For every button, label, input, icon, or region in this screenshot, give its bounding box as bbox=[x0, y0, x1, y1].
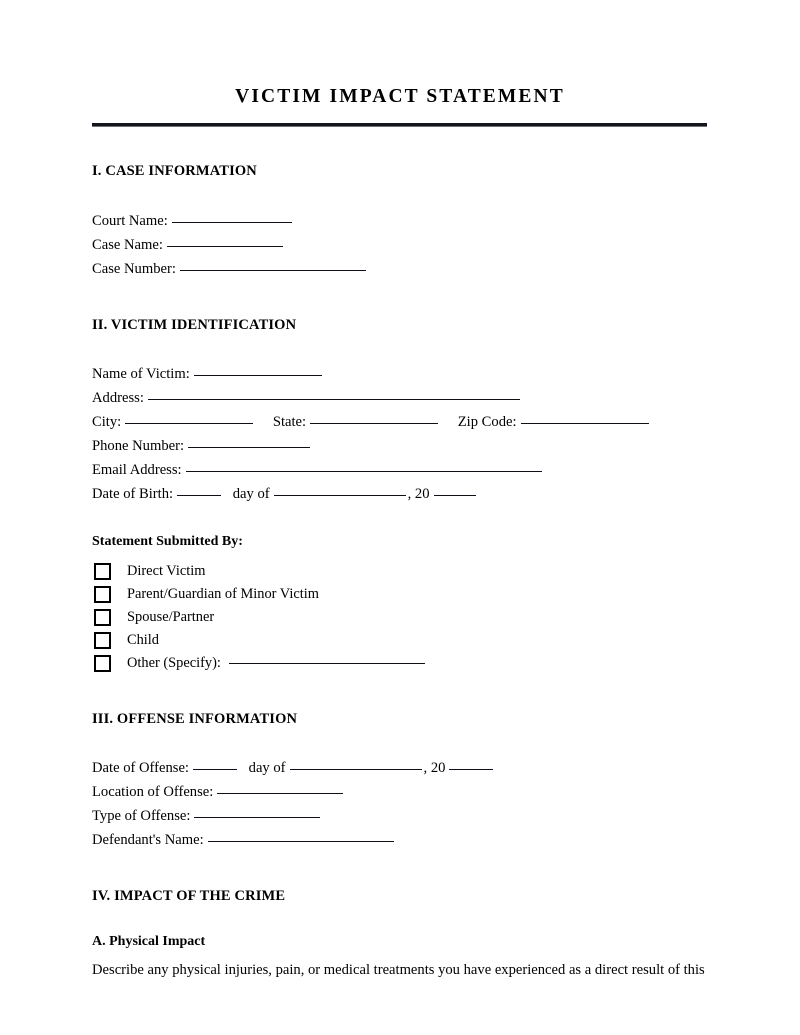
name-of-victim-label: Name of Victim: bbox=[92, 366, 190, 383]
address-label: Address: bbox=[92, 390, 144, 407]
section-heading-impact-of-the-crime: IV. IMPACT OF THE CRIME bbox=[92, 888, 286, 905]
zip-code-input-line[interactable] bbox=[521, 423, 649, 424]
checkbox-label-child: Child bbox=[127, 632, 159, 649]
field-row-name-of-victim bbox=[92, 362, 708, 386]
field-row-court-name bbox=[92, 209, 708, 233]
checkbox-parent-guardian[interactable] bbox=[94, 586, 111, 603]
date-of-offense-label: Date of Offense: bbox=[92, 760, 189, 777]
field-row-defendant-name bbox=[92, 828, 708, 852]
checkbox-other[interactable] bbox=[94, 655, 111, 672]
court-name-label: Court Name: bbox=[92, 212, 168, 229]
field-row-date-of-birth bbox=[92, 482, 708, 506]
date-of-birth-day-of-text: day of bbox=[232, 486, 270, 503]
state-input-line[interactable] bbox=[310, 423, 438, 424]
checkbox-row-child[interactable] bbox=[92, 629, 708, 652]
checkbox-row-direct-victim[interactable] bbox=[92, 560, 708, 583]
date-of-birth-month-input-line[interactable] bbox=[274, 495, 406, 496]
field-row-case-number bbox=[92, 257, 708, 281]
date-of-birth-label: Date of Birth: bbox=[92, 486, 174, 503]
field-row-date-of-offense bbox=[92, 756, 708, 780]
checkbox-direct-victim[interactable] bbox=[94, 563, 111, 580]
phone-number-label: Phone Number: bbox=[92, 438, 185, 455]
section-heading-offense-information: III. OFFENSE INFORMATION bbox=[92, 711, 298, 728]
case-number-label: Case Number: bbox=[92, 260, 176, 277]
court-name-input-line[interactable] bbox=[172, 222, 292, 223]
address-input-line[interactable] bbox=[148, 399, 520, 400]
zip-code-label: Zip Code: bbox=[457, 414, 517, 431]
page-content bbox=[92, 0, 708, 981]
page-title: VICTIM IMPACT STATEMENT bbox=[235, 86, 565, 107]
field-row-type-of-offense bbox=[92, 804, 708, 828]
date-of-offense-month-input-line[interactable] bbox=[290, 769, 422, 770]
date-of-offense-year-prefix: , 20 bbox=[423, 760, 446, 777]
statement-submitted-by-heading: Statement Submitted By: bbox=[92, 534, 243, 550]
defendant-name-input-line[interactable] bbox=[208, 841, 394, 842]
checkbox-label-direct-victim: Direct Victim bbox=[127, 563, 206, 580]
field-row-phone-number bbox=[92, 434, 708, 458]
date-of-offense-year-input-line[interactable] bbox=[449, 769, 493, 770]
subsection-heading-physical-impact: A. Physical Impact bbox=[92, 933, 206, 949]
field-row-case-name bbox=[92, 233, 708, 257]
date-of-birth-year-input-line[interactable] bbox=[434, 495, 476, 496]
date-of-offense-day-input-line[interactable] bbox=[193, 769, 237, 770]
type-of-offense-input-line[interactable] bbox=[194, 817, 320, 818]
physical-impact-prompt: Describe any physical injuries, pain, or medical treatments you have experienced as a direct result of this bbox=[92, 961, 705, 978]
location-of-offense-input-line[interactable] bbox=[217, 793, 343, 794]
phone-number-input-line[interactable] bbox=[188, 447, 310, 448]
checkbox-row-parent-guardian[interactable] bbox=[92, 583, 708, 606]
city-input-line[interactable] bbox=[125, 423, 253, 424]
case-number-input-line[interactable] bbox=[180, 270, 366, 271]
section-heading-victim-identification: II. VICTIM IDENTIFICATION bbox=[92, 316, 297, 333]
checkbox-row-other[interactable] bbox=[92, 652, 708, 675]
checkbox-spouse-partner[interactable] bbox=[94, 609, 111, 626]
date-of-birth-day-input-line[interactable] bbox=[177, 495, 221, 496]
type-of-offense-label: Type of Offense: bbox=[92, 808, 191, 825]
section-heading-case-information: I. CASE INFORMATION bbox=[92, 163, 257, 180]
state-label: State: bbox=[272, 414, 307, 431]
checkbox-label-spouse-partner: Spouse/Partner bbox=[127, 609, 215, 626]
field-row-city-state-zip bbox=[92, 410, 708, 434]
email-address-label: Email Address: bbox=[92, 462, 182, 479]
checkbox-label-other: Other (Specify): bbox=[127, 655, 221, 672]
case-name-input-line[interactable] bbox=[167, 246, 283, 247]
field-row-address bbox=[92, 386, 708, 410]
city-label: City: bbox=[92, 414, 122, 431]
name-of-victim-input-line[interactable] bbox=[194, 375, 322, 376]
location-of-offense-label: Location of Offense: bbox=[92, 784, 214, 801]
other-specify-input-line[interactable] bbox=[229, 663, 425, 664]
date-of-offense-day-of-text: day of bbox=[248, 760, 286, 777]
checkbox-label-parent-guardian: Parent/Guardian of Minor Victim bbox=[127, 586, 319, 603]
defendant-name-label: Defendant's Name: bbox=[92, 832, 204, 849]
field-row-email-address bbox=[92, 458, 708, 482]
email-address-input-line[interactable] bbox=[186, 471, 542, 472]
case-name-label: Case Name: bbox=[92, 236, 163, 253]
checkbox-row-spouse-partner[interactable] bbox=[92, 606, 708, 629]
field-row-location-of-offense bbox=[92, 780, 708, 804]
checkbox-child[interactable] bbox=[94, 632, 111, 649]
date-of-birth-year-prefix: , 20 bbox=[407, 486, 430, 503]
